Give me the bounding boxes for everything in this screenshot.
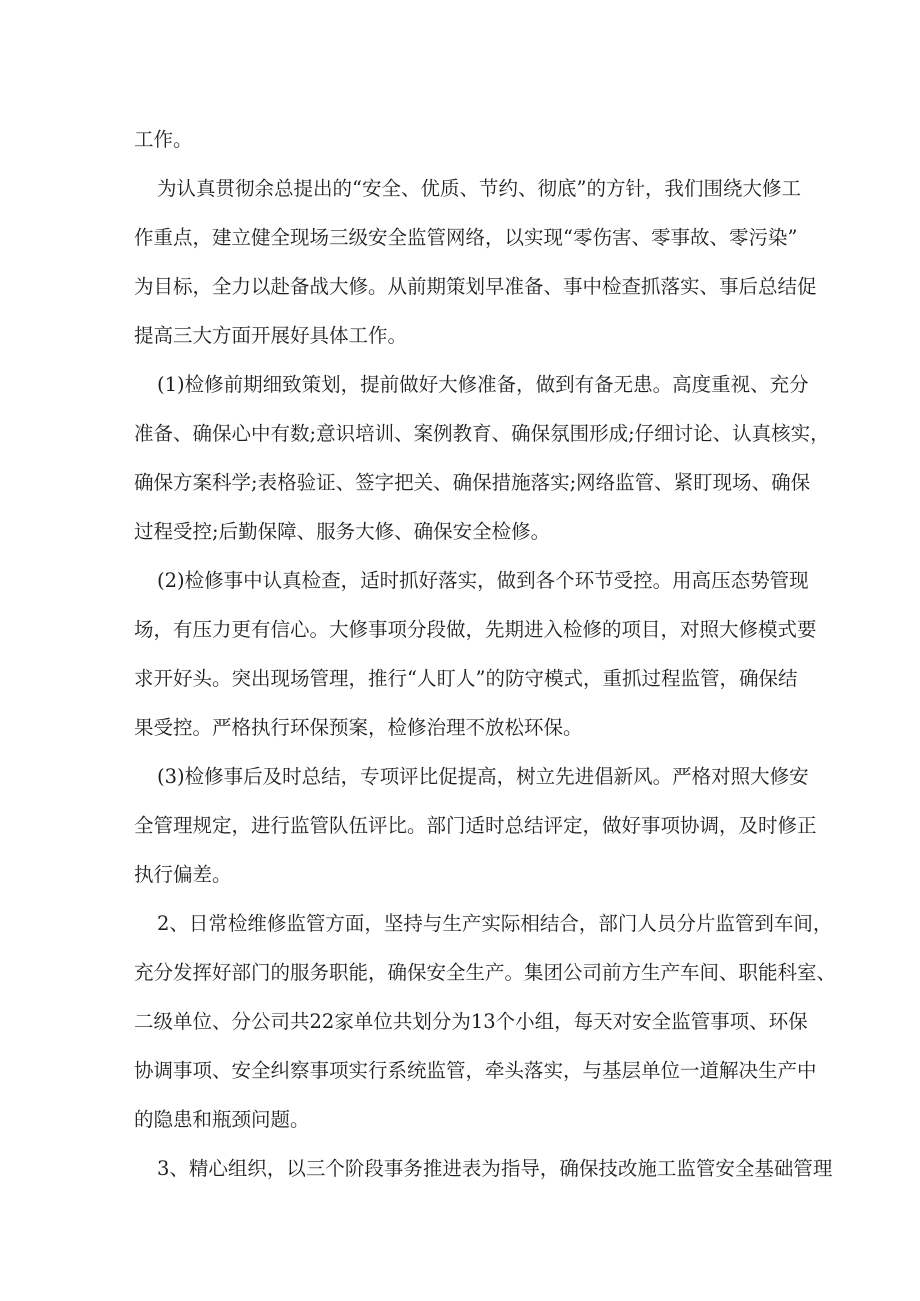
text-line-6: (1)检修前期细致策划，提前做好大修准备，做到有备无患。高度重视、充分 (157, 373, 809, 396)
text-line-8: 确保方案科学;表格验证、签字把关、确保措施落实;网络监管、紧盯现场、确保 (134, 471, 811, 494)
text-line-13: 果受控。严格执行环保预案，检修治理不放松环保。 (134, 716, 583, 739)
text-line-5: 提高三大方面开展好具体工作。 (134, 324, 408, 347)
text-line-12: 求开好头。突出现场管理，推行“人盯人”的防守模式，重抓过程监管，确保结 (134, 667, 798, 690)
text-line-15: 全管理规定，进行监管队伍评比。部门适时总结评定，做好事项协调，及时修正 (134, 814, 817, 837)
text-line-7: 准备、确保心中有数;意识培训、案例教育、确保氛围形成;仔细讨论、认真核实， (134, 422, 830, 445)
text-line-14: (3)检修事后及时总结，专项评比促提高，树立先进倡新风。严格对照大修安 (157, 765, 809, 788)
text-line-2: 为认真贯彻余总提出的“安全、优质、节约、彻底”的方针，我们围绕大修工 (157, 177, 801, 200)
text-line-10: (2)检修事中认真检查，适时抓好落实，做到各个环节受控。用高压态势管现 (157, 569, 809, 592)
text-line-22: 3、精心组织，以三个阶段事务推进表为指导，确保技改施工监管安全基础管理 (157, 1157, 833, 1180)
text-line-4: 为目标，全力以赴备战大修。从前期策划早准备、事中检查抓落实、事后总结促 (134, 275, 817, 298)
text-line-21: 的隐患和瓶颈问题。 (134, 1108, 310, 1131)
text-line-3: 作重点，建立健全现场三级安全监管网络，以实现“零伤害、零事故、零污染” (134, 226, 798, 249)
text-line-18: 充分发挥好部门的服务职能，确保安全生产。集团公司前方生产车间、职能科室、 (134, 961, 837, 984)
text-line-16: 执行偏差。 (134, 863, 232, 886)
text-line-20: 协调事项、安全纠察事项实行系统监管，牵头落实，与基层单位一道解决生产中 (134, 1059, 817, 1082)
text-line-17: 2、日常检维修监管方面，坚持与生产实际相结合，部门人员分片监管到车间， (157, 912, 833, 935)
text-line-1: 工作。 (134, 128, 193, 151)
text-line-11: 场，有压力更有信心。大修事项分段做，先期进入检修的项目，对照大修模式要 (134, 618, 817, 641)
text-line-19: 二级单位、分公司共22家单位共划分为13个小组，每天对安全监管事项、环保 (134, 1010, 808, 1033)
text-line-9: 过程受控;后勤保障、服务大修、确保安全检修。 (134, 520, 551, 543)
